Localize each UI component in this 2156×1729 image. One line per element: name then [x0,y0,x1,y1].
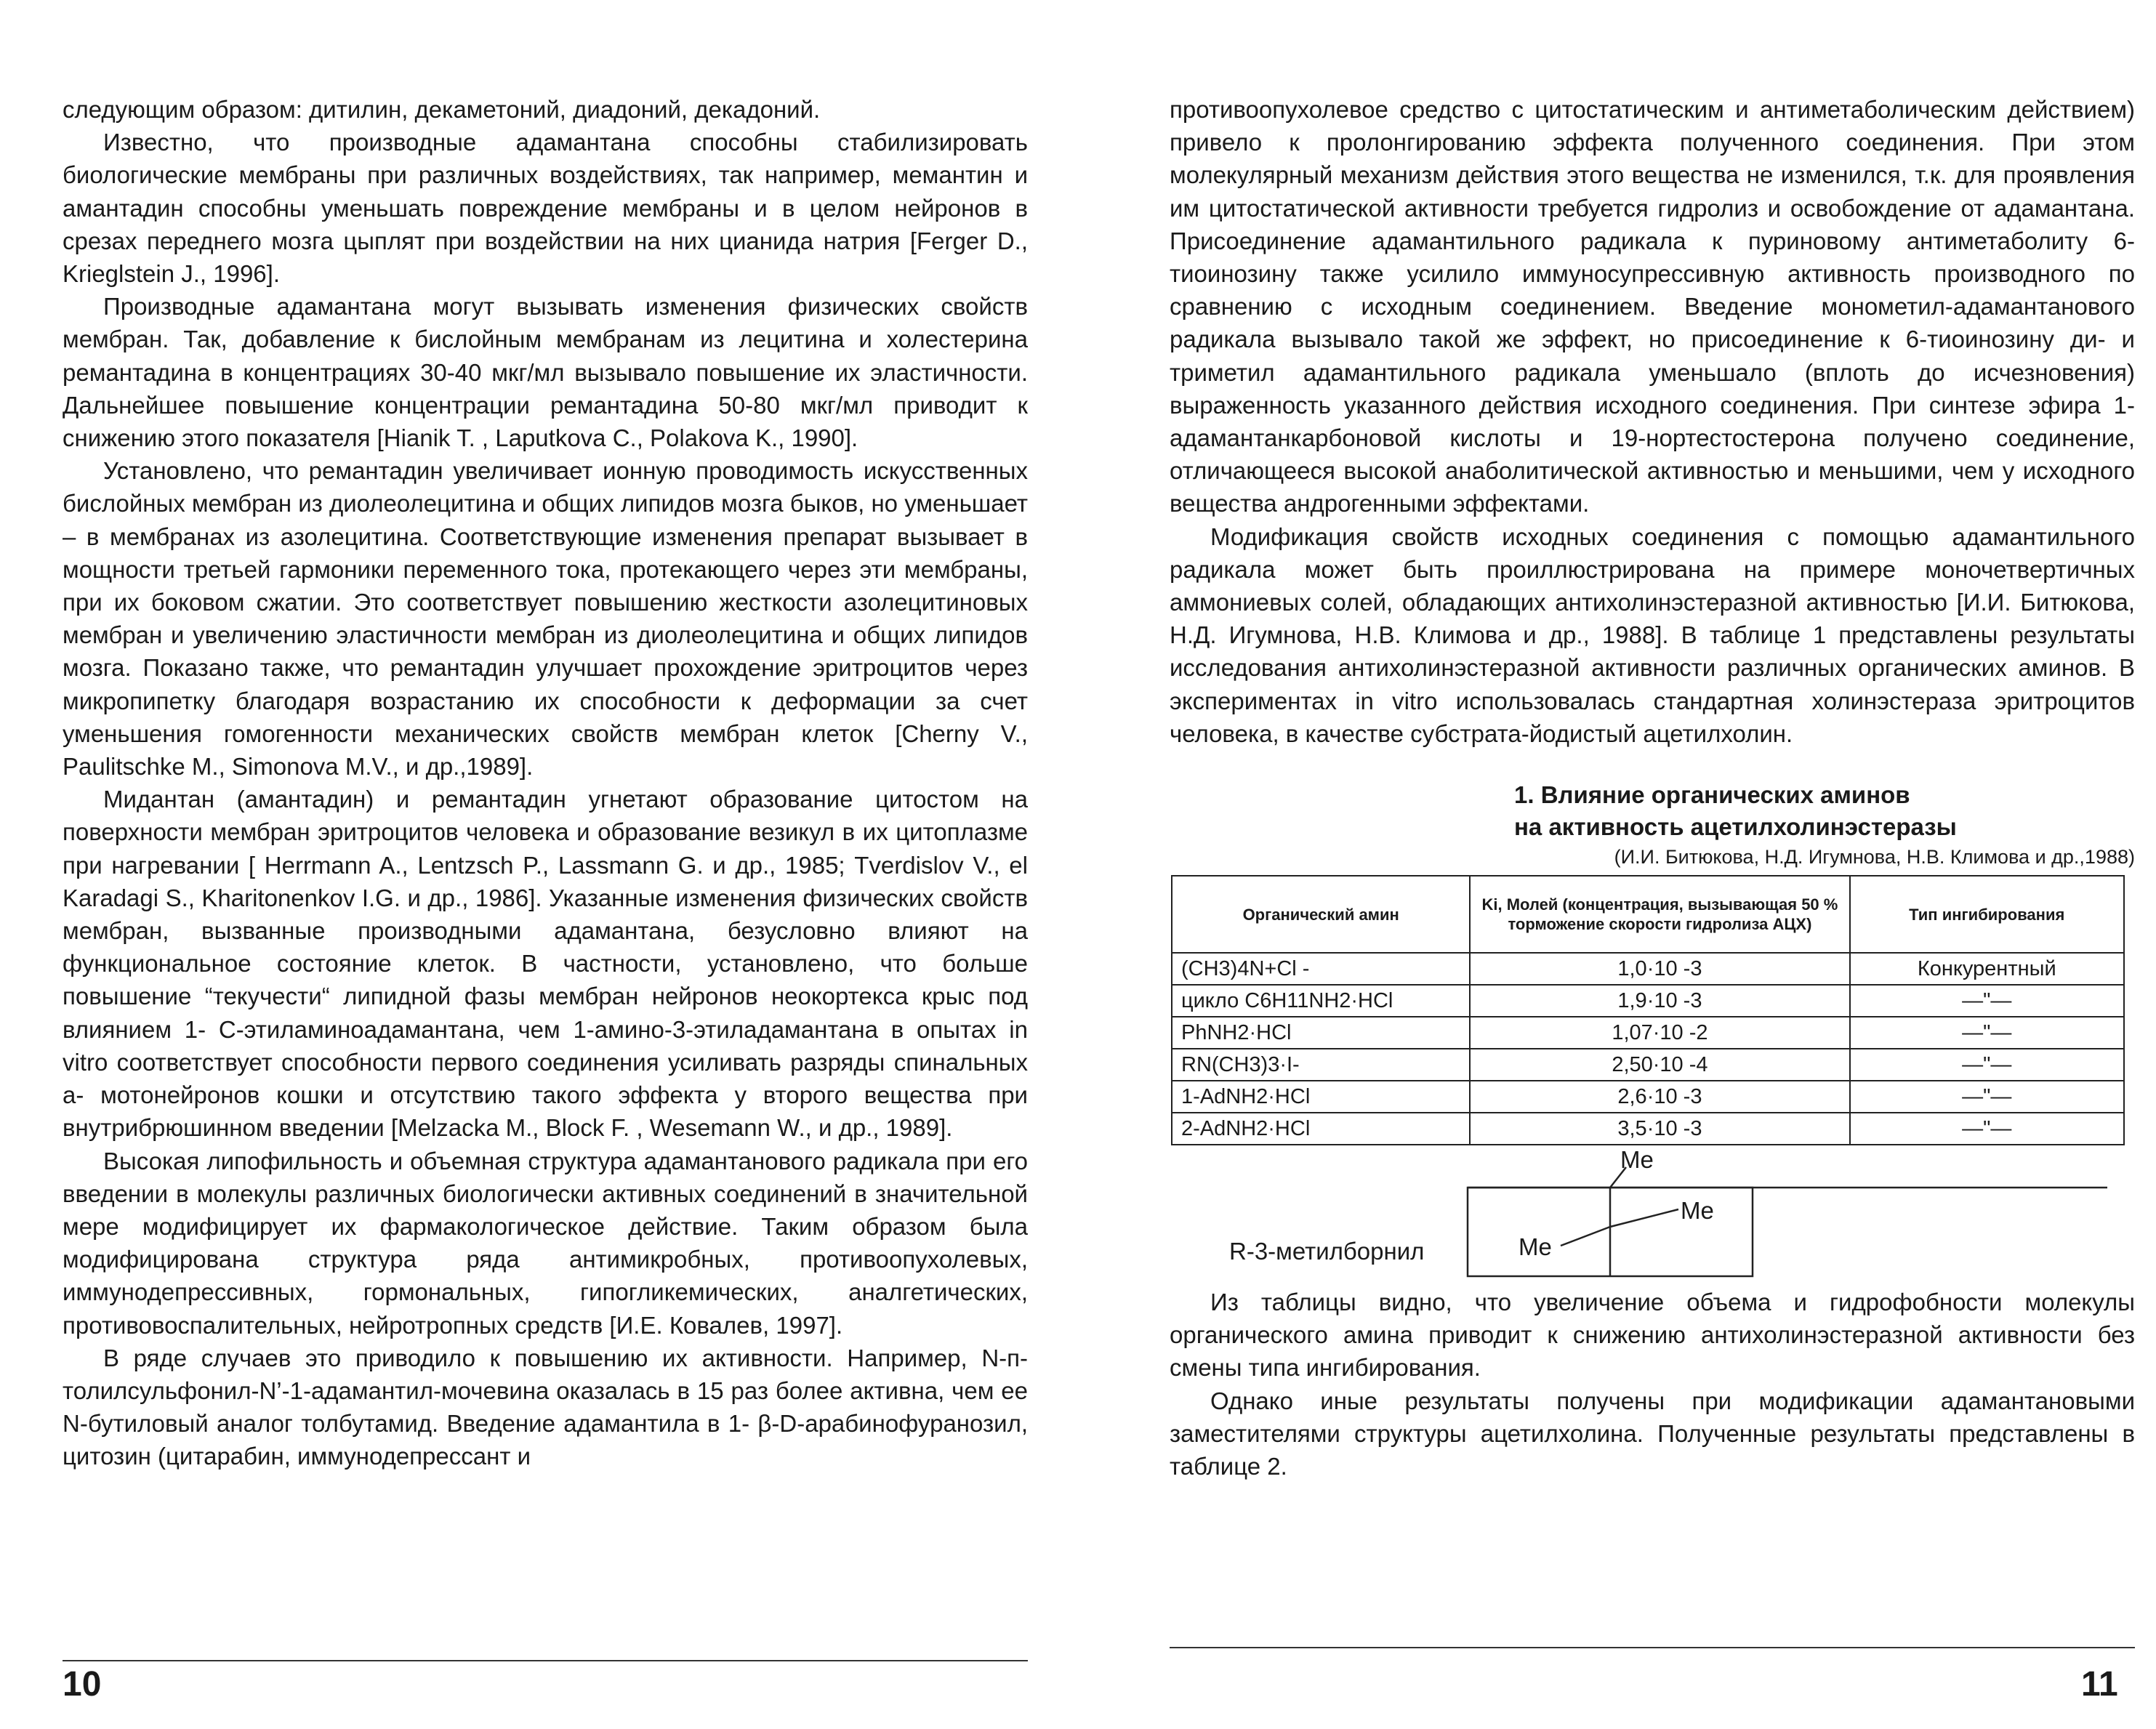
cell-amine: RN(CH3)3·I- [1172,1049,1470,1081]
left-paragraph-5: Мидантан (амантадин) и ремантадин угнетают образование цитостом на поверхности мембран эритроцитов человека и образование везикул в их цитоплазме при нагревании [ Herrmann A., Lentzsch P., Lassmann G. и др., 1985; Tverdislov V., el Karadagi S., Kharitonenkov I.G. и др., 1986]. Указанные изменения физических свойств мембран, вызванные производными адамантана, безусловно влияют на функциональное состояние клеток. В частности, установлено, что больше повышение “текучести“ липидной фазы мембран нейронов неокортекса крыс под влиянием 1- С-этиламиноадамантана, чем 1-амино-3-этиладамантана в опытах in vitro соответствует способности первого соединения усиливать разряды спинальных а- мотонейронов кошки и отсутствию такого эффекта у второго вещества при внутрибрюшинном введении [Melzacka M., Block F. , Wesemann W., и др., 1989]. [63,786,1028,1142]
right-paragraph-1: противоопухолевое средство с цитостатическим и антиметаболическим действием) привело к пролонгированию эффекта полученного соединения. При этом молекулярный механизм действия этого вещества не изменился, т.к. для проявления им цитостатической активности требуется гидролиз и освобождение от адамантана. Присоединение адамантильного радикала к пуриновому антиметаболиту 6-тиоинозину также усилило иммуносупрессивную активность производного по сравнению с исходным соединением. Введение монометил-адамантанового радикала вызывало такой же эффект, но присоединение к 6-тиоинозину ди- и триметил адамантильного радикала уменьшало (вплоть до исчезновения) выраженность указанного действия исходного соединения. При синтезе эфира 1-адамантанкарбоновой кислоты и 19-нортестостерона получено соединение, отличающееся высокой анаболитической активностью и меньшими, чем у исходного вещества андрогенными эффектами. [1170,96,2135,517]
left-paragraph-4: Установлено, что ремантадин увеличивает ионную проводимость искусственных бислойных мембран из диолеолецитина и общих липидов мозга быков, но уменьшает – в мембранах из азолецитина. Соответствующие изменения препарат вызывает в мощности третьей гармоники переменного тока, протекающего через эти мембраны, при их боковом сжатии. Это соответствует повышению жесткости азолецитиновых мембран и увеличению эластичности мембран из диолеолецитина и общих липидов мозга. Показано также, что ремантадин улучшает прохождение эритроцитов через микропипетку благодаря возрастанию их способности к деформации за счет уменьшения гомогенности механических свойств мембран клеток [Cherny V., Paulitschke M., Simonova M.V., и др.,1989]. [63,457,1028,781]
header-ki: Ki, Молей (концентрация, вызывающая 50 % торможение скорости гидролиза АЦХ) [1470,876,1849,953]
left-page-number: 10 [63,1665,102,1704]
right-paragraph-4: Однако иные результаты получены при модификации адамантановыми заместителями структуры ацетилхолина. Полученные результаты представлены в таблице 2. [1170,1387,2135,1480]
table-row [1172,1081,2124,1113]
table-row [1172,1017,2124,1049]
methyl-label-left: Me [1519,1233,1552,1261]
left-paragraph-6: Высокая липофильность и объемная структура адамантанового радикала при его введении в молекулы различных биологически активных соединений в значительной мере модифицирует их фармакологическое действие. Таким образом была модифицирована структура ряда антимикробных, противоопухолевых, иммунодепрессивных, гормональных, гипогликемических, аналгетических, противовоспалительных, нейротропных средств [И.Е. Ковалев, 1997]. [63,1147,1028,1339]
cell-type: —"— [1850,1017,2125,1049]
table-row [1172,1049,2124,1081]
right-paragraph-2: Модификация свойств исходных соединения с помощью адамантильного радикала может быть проиллюстрирована на примере моночетвертичных аммониевых солей, обладающих антихолинэстеразной активностью [И.И. Битюкова, Н.Д. Игумнова, Н.В. Климова и др., 1988]. В таблице 1 представлены результаты исследования антихолинэстеразной активности различных органических аминов. В экспериментах in vitro использовалась стандартная холинэстераза эритроцитов человека, в качестве субстрата-йодистый ацетилхолин. [1170,523,2135,747]
right-page [1078,0,2156,1729]
header-type: Тип ингибирования [1850,876,2125,953]
table-row [1172,1113,2124,1145]
left-footer-rule [63,1660,1028,1661]
cell-type: Конкурентный [1850,953,2125,985]
left-text-column [63,93,1028,1473]
diagram-label: R-3-метилборнил [1229,1238,1425,1265]
table-1 [1170,779,2135,1145]
header-amine: Органический амин [1172,876,1470,953]
cell-ki: 1,9·10 -3 [1470,985,1849,1017]
after-table-text [1170,1286,2135,1483]
cell-ki: 1,0·10 -3 [1470,953,1849,985]
cell-ki: 1,07·10 -2 [1470,1017,1849,1049]
cell-ki: 2,50·10 -4 [1470,1049,1849,1081]
right-paragraph-3: Из таблицы видно, что увеличение объема и гидрофобности молекулы органического амина приводит к снижению антихолинэстеразной активности без смены типа ингибирования. [1170,1289,2135,1382]
methyl-label-right: Me [1681,1197,1714,1225]
cell-type: —"— [1850,1113,2125,1145]
left-paragraph-2: Известно, что производные адамантана способны стабилизировать биологические мембраны при различных воздействиях, так например, мемантин и амантадин способны уменьшать повреждение мембраны и в целом нейронов в срезах переднего мозга цыплят при воздействии на них цианида натрия [Ferger D., Krieglstein J., 1996]. [63,129,1028,288]
cell-ki: 3,5·10 -3 [1470,1113,1849,1145]
cell-type: —"— [1850,1049,2125,1081]
methyl-label-top: Me [1620,1146,1654,1174]
me-right-bond [1610,1209,1678,1227]
right-footer-rule [1170,1647,2135,1648]
left-paragraph-1: следующим образом: дитилин, декаметоний, диадоний, декадоний. [63,96,821,123]
amine-table [1171,875,2125,1145]
table-row [1172,953,2124,985]
table-source: (И.И. Битюкова, Н.Д. Игумнова, Н.В. Климова и др.,1988) [1614,846,2135,868]
left-paragraph-7: В ряде случаев это приводило к повышению их активности. Например, N-п-толилсульфонил-N’-1-адамантил-мочевина оказалась в 15 раз более активна, чем ее N-бутиловый аналог толбутамид. Введение адамантила в 1- β-D-арабинофуранозил, цитозин (цитарабин, иммунодепрессант и [63,1344,1028,1470]
cell-amine: 1-AdNH2·HCl [1172,1081,1470,1113]
cell-type: —"— [1850,1081,2125,1113]
bornyl-structure-diagram [1170,1145,2135,1280]
cell-amine: цикло C6H11NH2·HCl [1172,985,1470,1017]
left-paragraph-3: Производные адамантана могут вызывать изменения физических свойств мембран. Так, добавление к бислойным мембранам из лецитина и холестерина ремантадина в концентрациях 30-40 мкг/мл вызывало повышение их эластичности. Дальнейшее повышение концентрации ремантадина 50-80 мкг/мл приводит к снижению этого показателя [Hianik T. , Laputkova C., Polakova K., 1990]. [63,293,1028,452]
cell-ki: 2,6·10 -3 [1470,1081,1849,1113]
table-title-line-2: на активность ацетилхолинэстеразы [1514,813,1957,841]
right-page-number: 11 [2081,1665,2118,1704]
table-header-row [1172,876,2124,953]
table-row [1172,985,2124,1017]
cell-amine: (CH3)4N+Cl - [1172,953,1470,985]
cell-amine: 2-AdNH2·HCl [1172,1113,1470,1145]
table-title-line-1: 1. Влияние органических аминов [1514,781,1910,809]
cell-type: —"— [1850,985,2125,1017]
cell-amine: PhNH2·HCl [1172,1017,1470,1049]
me-left-bond [1561,1227,1610,1246]
right-text-column [1170,93,2135,1483]
